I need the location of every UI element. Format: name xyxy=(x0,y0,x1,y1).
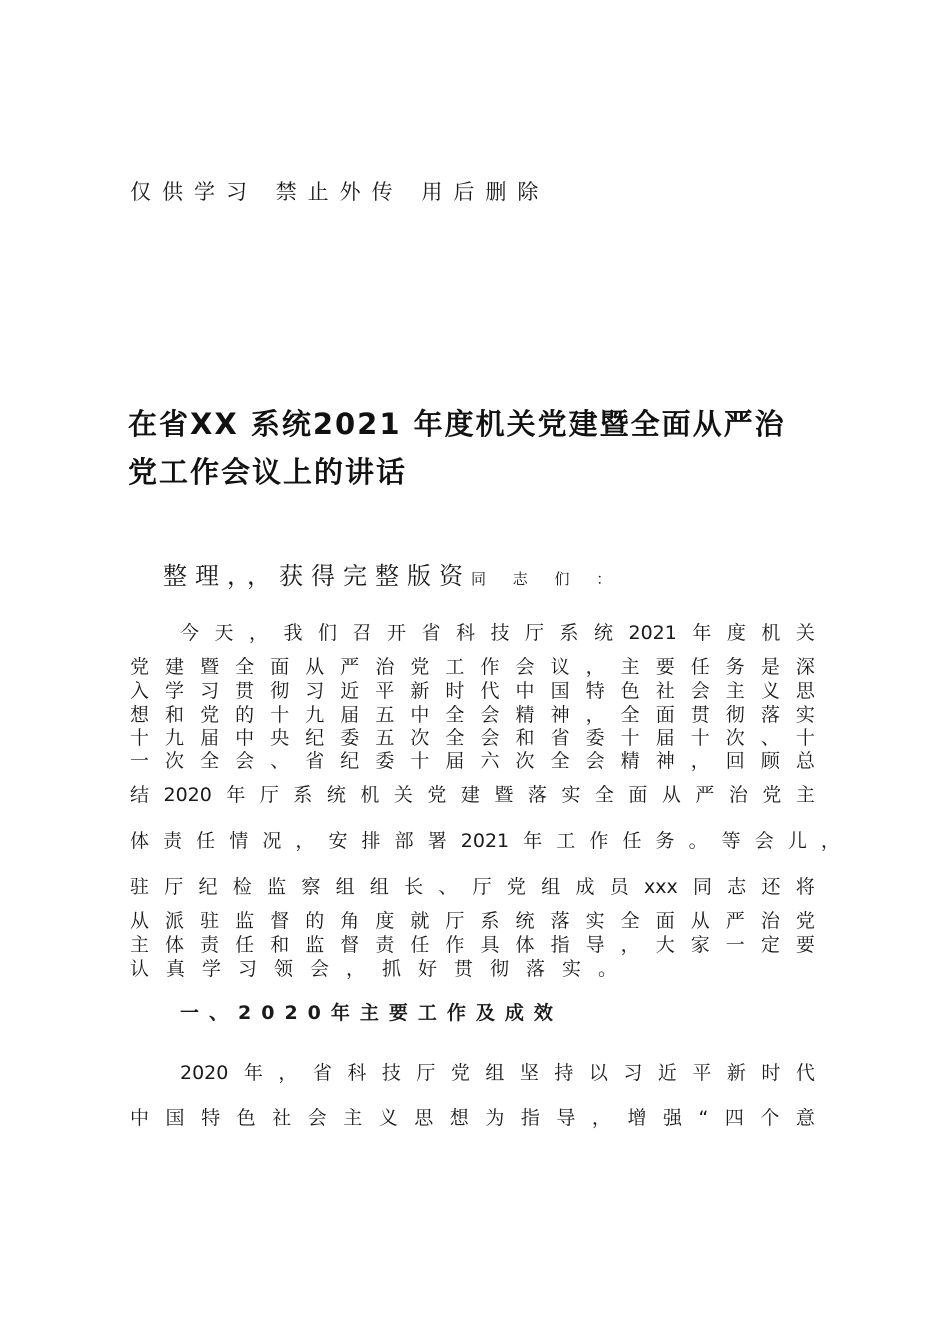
greeting-prefix: 整理，，获得完整版资 xyxy=(163,562,471,590)
text-char: 省 xyxy=(305,750,325,772)
text-char: 以 xyxy=(588,1062,608,1084)
text-char: 具 xyxy=(480,934,500,956)
text-char: 开 xyxy=(387,622,407,644)
text-char: 特 xyxy=(585,680,605,702)
text-char: 习 xyxy=(305,680,325,702)
text-char: 任 xyxy=(196,830,216,852)
text-char: 关 xyxy=(795,622,815,644)
text-char: 想 xyxy=(449,1107,469,1129)
text-char: 意 xyxy=(795,1107,815,1129)
text-char: 将 xyxy=(795,876,815,898)
text-char: 委 xyxy=(340,727,360,749)
text-char: 体 xyxy=(130,830,150,852)
text-char: 年 xyxy=(692,622,712,644)
text-char: 特 xyxy=(201,1107,221,1129)
text-char: 十 xyxy=(620,727,640,749)
text-char: 等 xyxy=(721,830,741,852)
text-char: 国 xyxy=(550,680,570,702)
text-char: 统 xyxy=(326,784,346,806)
text-char: 色 xyxy=(236,1107,256,1129)
text-char: 作 xyxy=(589,830,609,852)
text-char: 还 xyxy=(761,876,781,898)
text-char: 国 xyxy=(165,1107,185,1129)
text-char: ， xyxy=(585,704,605,726)
text-char: 关 xyxy=(393,784,413,806)
text-char: 工 xyxy=(556,830,576,852)
text-char: 从 xyxy=(661,784,681,806)
text-char: 主 xyxy=(130,934,150,956)
text-char: 监 xyxy=(305,934,325,956)
text-char: 长 xyxy=(404,876,424,898)
para2-line-2 xyxy=(130,1106,815,1130)
text-char: 督 xyxy=(340,934,360,956)
text-char: 九 xyxy=(305,704,325,726)
text-char: 部 xyxy=(394,830,414,852)
text-char: 平 xyxy=(375,680,395,702)
text-char: 角 xyxy=(340,910,360,932)
text-char: 时 xyxy=(445,680,465,702)
text-char: 治 xyxy=(375,656,395,678)
text-char: 体 xyxy=(165,934,185,956)
text-char: 六 xyxy=(480,750,500,772)
text-char: 和 xyxy=(165,704,185,726)
text-char: 度 xyxy=(726,622,746,644)
text-char: 党 xyxy=(200,704,220,726)
text-char: 要 xyxy=(655,656,675,678)
text-char: 作 xyxy=(480,656,500,678)
text-char: 届 xyxy=(340,704,360,726)
text-char: 中 xyxy=(410,704,430,726)
text-char: 省 xyxy=(421,622,441,644)
text-char: 思 xyxy=(795,680,815,702)
text-char: 神 xyxy=(655,750,675,772)
text-char: 代 xyxy=(480,680,500,702)
text-char: 技 xyxy=(381,1062,401,1084)
text-char: 和 xyxy=(270,934,290,956)
text-char: 实 xyxy=(795,704,815,726)
text-char: 会 xyxy=(690,680,710,702)
text-char: 天 xyxy=(214,622,234,644)
text-char: 会 xyxy=(480,727,500,749)
para1-line-1 xyxy=(180,621,815,645)
text-char: 强 xyxy=(662,1107,682,1129)
text-char: 厅 xyxy=(445,910,465,932)
text-char: 党 xyxy=(795,910,815,932)
para1-line-11 xyxy=(130,933,815,957)
text-char: 党 xyxy=(762,784,782,806)
text-char: 系 xyxy=(559,622,579,644)
text-char: 机 xyxy=(761,622,781,644)
text-char: 责 xyxy=(375,934,395,956)
text-char: 、 xyxy=(760,727,780,749)
text-char: 们 xyxy=(318,622,338,644)
text-char: 十 xyxy=(410,750,430,772)
text-char: 和 xyxy=(515,727,535,749)
text-char: 从 xyxy=(690,910,710,932)
text-char: 全 xyxy=(445,704,465,726)
text-char: 全 xyxy=(445,727,465,749)
para1-line-8 xyxy=(130,829,840,853)
text-char: 纪 xyxy=(305,727,325,749)
text-char: 检 xyxy=(232,876,252,898)
text-char: 严 xyxy=(340,656,360,678)
text-char: 导 xyxy=(585,934,605,956)
text-char: 年 xyxy=(226,784,246,806)
text-char: 主 xyxy=(343,1107,363,1129)
section-heading-1: 一、2020年主要工作及成效 xyxy=(180,1002,563,1024)
text-char: 届 xyxy=(655,727,675,749)
text-char: 贯 xyxy=(235,680,255,702)
text-char: 落 xyxy=(760,704,780,726)
text-char: 义 xyxy=(760,680,780,702)
text-char: 组 xyxy=(335,876,355,898)
text-char: 责 xyxy=(200,934,220,956)
text-char: 面 xyxy=(270,656,290,678)
text-char: 四 xyxy=(724,1107,744,1129)
text-char: 、 xyxy=(438,876,458,898)
text-char: 儿 xyxy=(787,830,807,852)
text-char: 统 xyxy=(515,910,535,932)
text-char: 全 xyxy=(235,656,255,678)
text-char: 任 xyxy=(690,656,710,678)
text-char: 任 xyxy=(410,934,430,956)
text-char: 坚 xyxy=(519,1062,539,1084)
text-char: 近 xyxy=(657,1062,677,1084)
text-char: “ xyxy=(698,1107,709,1129)
para1-line-2 xyxy=(130,655,815,679)
text-char: 深 xyxy=(795,656,815,678)
text-char: 委 xyxy=(375,750,395,772)
text-char: 面 xyxy=(655,704,675,726)
text-char: 情 xyxy=(229,830,249,852)
text-char: 监 xyxy=(235,910,255,932)
text-char: 任 xyxy=(622,830,642,852)
text-char: 中 xyxy=(130,1107,150,1129)
greeting-line xyxy=(163,560,853,595)
text-char: 年 xyxy=(243,1062,263,1084)
text-char: 驻 xyxy=(130,876,150,898)
text-char: 党 xyxy=(506,876,526,898)
text-char: 顾 xyxy=(760,750,780,772)
text-char: 况 xyxy=(262,830,282,852)
text-char: 会 xyxy=(235,750,255,772)
text-char: 定 xyxy=(760,934,780,956)
text-char: 的 xyxy=(305,910,325,932)
text-char: 是 xyxy=(760,656,780,678)
text-char: 从 xyxy=(305,656,325,678)
text-char: 严 xyxy=(725,910,745,932)
text-char: 社 xyxy=(655,680,675,702)
text-char: 要 xyxy=(795,934,815,956)
text-char: 思 xyxy=(414,1107,434,1129)
text-char: 委 xyxy=(585,727,605,749)
text-char: 党 xyxy=(410,656,430,678)
text-char: 科 xyxy=(347,1062,367,1084)
text-char: 增 xyxy=(627,1107,647,1129)
text-char: 厅 xyxy=(472,876,492,898)
para1-line-6 xyxy=(130,749,815,773)
salutation: 同 志 们 ： xyxy=(471,570,623,588)
para1-line-5 xyxy=(130,726,815,750)
text-char: 指 xyxy=(520,1107,540,1129)
text-char: 社 xyxy=(272,1107,292,1129)
text-char: 大 xyxy=(655,934,675,956)
para1-line-9 xyxy=(130,875,815,899)
text-char: 2021 xyxy=(628,622,677,644)
text-char: 厅 xyxy=(416,1062,436,1084)
text-char: 神 xyxy=(550,704,570,726)
text-char: 2020 xyxy=(163,784,212,806)
text-char: 次 xyxy=(515,750,535,772)
text-char: 科 xyxy=(456,622,476,644)
text-char: 建 xyxy=(165,656,185,678)
text-char: 严 xyxy=(695,784,715,806)
text-char: 结 xyxy=(130,784,150,806)
text-char: 届 xyxy=(200,727,220,749)
text-char: 贯 xyxy=(690,704,710,726)
text-char: 任 xyxy=(235,934,255,956)
text-char: 全 xyxy=(594,784,614,806)
text-char: 派 xyxy=(165,910,185,932)
text-char: 暨 xyxy=(200,656,220,678)
text-char: 会 xyxy=(480,704,500,726)
text-char: 党 xyxy=(427,784,447,806)
para2-line-1 xyxy=(180,1061,815,1085)
text-char: 党 xyxy=(450,1062,470,1084)
text-char: 党 xyxy=(130,656,150,678)
text-char: 组 xyxy=(369,876,389,898)
text-char: 全 xyxy=(620,704,640,726)
text-char: 组 xyxy=(485,1062,505,1084)
text-char: 次 xyxy=(165,750,185,772)
text-char: 厅 xyxy=(259,784,279,806)
para1-line-7 xyxy=(130,783,815,807)
text-char: 纪 xyxy=(340,750,360,772)
text-char: 精 xyxy=(620,750,640,772)
text-char: 新 xyxy=(726,1062,746,1084)
text-char: 作 xyxy=(445,934,465,956)
text-char: 中 xyxy=(235,727,255,749)
text-char: 省 xyxy=(312,1062,332,1084)
text-char: 责 xyxy=(163,830,183,852)
text-char: 、 xyxy=(270,750,290,772)
text-char: 务 xyxy=(725,656,745,678)
text-char: 监 xyxy=(267,876,287,898)
text-char: ， xyxy=(690,750,710,772)
text-char: 次 xyxy=(725,727,745,749)
text-char: ， xyxy=(249,622,269,644)
text-char: 议 xyxy=(550,656,570,678)
text-char: 会 xyxy=(754,830,774,852)
text-char: 实 xyxy=(585,910,605,932)
text-char: 十 xyxy=(690,727,710,749)
text-char: 总 xyxy=(795,750,815,772)
text-char: 导 xyxy=(556,1107,576,1129)
text-char: 年 xyxy=(523,830,543,852)
text-char: 督 xyxy=(270,910,290,932)
text-char: 指 xyxy=(550,934,570,956)
text-char: ， xyxy=(620,934,640,956)
text-char: 驻 xyxy=(200,910,220,932)
text-char: 体 xyxy=(515,934,535,956)
para1-line-12: 认真学习领会，抓好贯彻落实。 xyxy=(130,958,635,980)
text-char: 回 xyxy=(725,750,745,772)
text-char: 署 xyxy=(427,830,447,852)
para1-line-10 xyxy=(130,909,815,933)
text-char: 色 xyxy=(620,680,640,702)
text-char: 彻 xyxy=(270,680,290,702)
text-char: 十 xyxy=(270,704,290,726)
text-char: 十 xyxy=(795,727,815,749)
text-char: 届 xyxy=(445,750,465,772)
text-char: 一 xyxy=(130,750,150,772)
text-char: 为 xyxy=(485,1107,505,1129)
text-char: 代 xyxy=(795,1062,815,1084)
text-char: 实 xyxy=(561,784,581,806)
text-char: 同 xyxy=(692,876,712,898)
text-char: 近 xyxy=(340,680,360,702)
text-char: 就 xyxy=(410,910,430,932)
text-char: ， xyxy=(585,656,605,678)
text-char: 想 xyxy=(130,704,150,726)
text-char: 十 xyxy=(130,727,150,749)
text-char: 建 xyxy=(460,784,480,806)
text-char: 系 xyxy=(293,784,313,806)
text-char: 会 xyxy=(307,1107,327,1129)
text-char: 组 xyxy=(541,876,561,898)
text-char: 纪 xyxy=(198,876,218,898)
text-char: 工 xyxy=(445,656,465,678)
text-char: ， xyxy=(591,1107,611,1129)
text-char: 系 xyxy=(480,910,500,932)
confidentiality-notice: 仅供学习 禁止外传 用后删除 xyxy=(130,180,550,204)
text-char: xxx xyxy=(643,876,678,898)
text-char: 召 xyxy=(352,622,372,644)
text-char: 央 xyxy=(270,727,290,749)
text-char: 落 xyxy=(550,910,570,932)
text-char: 五 xyxy=(375,704,395,726)
text-char: 志 xyxy=(727,876,747,898)
para1-line-3 xyxy=(130,679,815,703)
text-char: 厅 xyxy=(164,876,184,898)
text-char: 技 xyxy=(490,622,510,644)
text-char: 中 xyxy=(515,680,535,702)
text-char: 安 xyxy=(328,830,348,852)
text-char: 度 xyxy=(375,910,395,932)
text-char: 新 xyxy=(410,680,430,702)
text-char: 精 xyxy=(515,704,535,726)
text-char: 全 xyxy=(200,750,220,772)
text-char: 彻 xyxy=(725,704,745,726)
text-char: 今 xyxy=(180,622,200,644)
text-char: 会 xyxy=(585,750,605,772)
text-char: 察 xyxy=(301,876,321,898)
text-char: 厅 xyxy=(525,622,545,644)
text-char: 入 xyxy=(130,680,150,702)
text-char: 习 xyxy=(200,680,220,702)
text-char: 学 xyxy=(165,680,185,702)
text-char: 务 xyxy=(655,830,675,852)
text-char: 我 xyxy=(283,622,303,644)
text-char: 落 xyxy=(527,784,547,806)
text-char: 次 xyxy=(410,727,430,749)
text-char: 九 xyxy=(165,727,185,749)
text-char: 全 xyxy=(620,910,640,932)
text-char: 主 xyxy=(620,656,640,678)
text-char: 义 xyxy=(378,1107,398,1129)
text-char: 五 xyxy=(375,727,395,749)
text-char: 一 xyxy=(725,934,745,956)
speech-title-line-2: 党工作会议上的讲话 xyxy=(128,455,408,489)
para1-line-4 xyxy=(130,703,815,727)
text-char: 2020 xyxy=(180,1062,229,1084)
text-char: 排 xyxy=(361,830,381,852)
text-char: 个 xyxy=(760,1107,780,1129)
text-char: ， xyxy=(278,1062,298,1084)
text-char: 的 xyxy=(235,704,255,726)
text-char: 成 xyxy=(575,876,595,898)
text-char: ， xyxy=(820,830,840,852)
text-char: 治 xyxy=(760,910,780,932)
text-char: 省 xyxy=(550,727,570,749)
text-char: 平 xyxy=(692,1062,712,1084)
text-char: 会 xyxy=(515,656,535,678)
text-char: 主 xyxy=(725,680,745,702)
text-char: 习 xyxy=(623,1062,643,1084)
speech-title-line-1: 在省XX 系统2021 年度机关党建暨全面从严治 xyxy=(128,407,786,441)
text-char: 2021 xyxy=(460,830,510,852)
text-char: 全 xyxy=(550,750,570,772)
text-char: 从 xyxy=(130,910,150,932)
text-char: 家 xyxy=(690,934,710,956)
text-char: 持 xyxy=(554,1062,574,1084)
text-char: 员 xyxy=(609,876,629,898)
text-char: 治 xyxy=(728,784,748,806)
text-char: 暨 xyxy=(494,784,514,806)
text-char: 面 xyxy=(655,910,675,932)
text-char: 主 xyxy=(795,784,815,806)
text-char: 时 xyxy=(761,1062,781,1084)
text-char: 机 xyxy=(360,784,380,806)
text-char: 。 xyxy=(688,830,708,852)
text-char: 面 xyxy=(628,784,648,806)
text-char: ， xyxy=(295,830,315,852)
text-char: 统 xyxy=(594,622,614,644)
